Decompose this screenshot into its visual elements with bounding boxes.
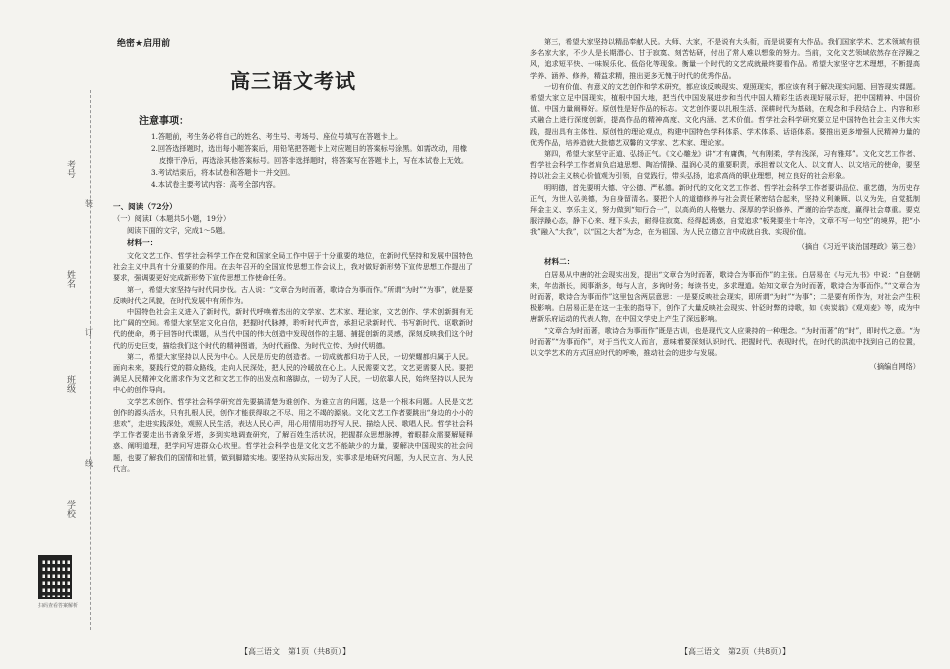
paragraph: 文化文艺工作、哲学社会科学工作在党和国家全局工作中居于十分重要的地位，在新时代坚持和发展中国特色社会主义中具有十分重要的作用。在去年召开的全国宣传思想工作会议上，我对做好新形势下宣传思想工作提出了要求，强调要更好完成新形势下宣传思想工作使命任务。 [113, 251, 473, 283]
source-citation: （摘编自网络） [869, 362, 920, 372]
binding-field-label: 考号 [65, 160, 75, 178]
secret-label: 绝密★启用前 [117, 39, 171, 49]
section-heading: 一、阅读（72分） [113, 202, 177, 211]
source-citation: （摘自《习近平谈治国理政》第三卷） [797, 241, 920, 251]
subsection-heading: （一）阅读Ⅰ（本题共5小题，19分） [113, 214, 231, 223]
binding-mark: 订 [85, 328, 93, 337]
binding-field-label: 班级 [65, 375, 75, 393]
notes-list [113, 131, 473, 191]
paragraph: “文章合为时而著，歌诗合为事而作”既是古训，也是现代文人应秉持的一种理念。“为时而著”的“时”，即时代之意。“为时而著”“为事而作”，对于当代文人而言，意味着要深刻认识时代、把握时代、表现时代，在时代的洪流中找到自己的位置，以文学艺术的方式回应时代的呼唤，推动社会的进步与发展。 [530, 325, 920, 358]
page-2 [530, 36, 920, 646]
binding-mark: 线 [85, 459, 93, 468]
notes-heading: 注意事项： [139, 116, 189, 127]
paragraph: 一切有价值、有意义的文艺创作和学术研究，都应该反映现实、观照现实，都应该有利于解决现实问题、回答现实课题。希望大家立足中国现实，植根中国大地，把当代中国发展进步和当代中国人精彩生活表现好展示好，把中国精神、中国价值、中国力量阐释好。原创性是好作品的标志。文艺创作要以扎根生活、深耕时代为基础，在观念和手段结合上、内容和形式融合上进行深度创新，提高作品的精神高度、文化内涵、艺术价值。哲学社会科学研究要立足中国特色社会主义伟大实践，提出具有主体性、原创性的理论观点，构建中国特色学科体系、学术体系、话语体系。要推出更多增强人民精神力量的优秀作品，培养造就大批德艺双馨的文学家、艺术家、理论家。 [530, 81, 920, 147]
note-item: 1.答题前，考生务必将自己的姓名、考生号、考场号、座位号填写在答题卡上。 [151, 132, 403, 141]
footer-page-2: 【高三语文 第2页（共8页）】 [680, 647, 791, 656]
binding-field-label: 学校 [65, 500, 75, 518]
paragraph: 中国特色社会主义进入了新时代，新时代呼唤着杰出的文学家、艺术家、理论家，文艺创作、学术创新拥有无比广阔的空间。希望大家坚定文化自信，把握时代脉搏，聆听时代声音，承担记录新时代、书写新时代、讴歌新时代的使命，勇于回答时代课题，从当代中国的伟大创造中发现创作的主题、捕捉创新的灵感，深刻反映我们这个时代的历史巨变，描绘我们这个时代的精神图谱，为时代画像、为时代立传、为时代明德。 [113, 307, 473, 350]
binding-margin [0, 0, 112, 669]
paragraph: 明明德，首先要明大德、守公德、严私德。新时代的文化文艺工作者、哲学社会科学工作者要讲品位、重艺德，为历史存正气，为世人弘美德，为自身留清名。要把个人的道德修养与社会责任紧密结合起来，坚持义利兼顾、以义为先，自觉抵制拜金主义、享乐主义，努力做到“知行合一”，以高尚的人格魅力、深厚的学识修养、严谨的治学态度，赢得社会尊重。要克服浮躁心态，静下心来、埋下头去，耐得住寂寞、经得起诱惑，自觉追求“板凳要坐十年冷，文章不写一句空”的境界，把“小我”融入“大我”，以“国之大者”为念，在为祖国、为人民立德立言中成就自我、实现价值。 [530, 182, 920, 237]
binding-field-label: 姓名 [65, 270, 75, 288]
paragraph: 第四，希望大家坚守正道、弘扬正气。《文心雕龙》讲“才有庸儁，气有刚柔，学有浅深，习有雅郑”。文化文艺工作者、哲学社会科学工作者肩负启迪思想、陶冶情操、温润心灵的重要职责，承担着以文化人、以文育人、以文培元的使命，要坚持以社会主义核心价值观为引领，自觉践行，带头弘扬，追求高尚的职业理想，树立良好的社会形象。 [530, 149, 920, 181]
note-item: 4.本试卷主要考试内容：高考全部内容。 [151, 180, 281, 189]
paragraph: 第一，希望大家坚持与时代同步伐。古人说：“文章合为时而著，歌诗合为事而作。”所谓“为时”“为事”，就是要反映时代之风貌，在时代发展中有所作为。 [113, 284, 473, 305]
paragraph: 文学艺术创作、哲学社会科学研究首先要搞清楚为谁创作、为谁立言的问题，这是一个根本问题。人民是文艺创作的源头活水，只有扎根人民，创作才能获得取之不尽、用之不竭的源泉。文化文艺工作者要跳出“身边的小小的悲欢”，走进实践深处，观照人民生活，表达人民心声，用心用情用功抒写人民、描绘人民、歌唱人民。哲学社会科学工作者要走出书斋象牙塔，多到实地调查研究，了解百姓生活状况，把握群众思想脉搏，着眼群众需要解疑释惑、阐明道理，把学问写进群众心坎里。哲学社会科学也是文化文艺不能缺少的力量，要解决中国现实的社会问题，也要了解我们的国情和社情，做到脚踏实地。要坚持从实际出发，实事求是地研究问题，为人民立言、为人民代言。 [113, 396, 473, 473]
binding-mark: 装 [85, 199, 93, 208]
material-2-label: 材料二： [544, 256, 575, 266]
paragraph: 第三，希望大家坚持以精品奉献人民。大师、大家，不是说有大头衔，而是说要有大作品。我们国家学术、艺术领域有很多名家大家，不少人是长期潜心、甘于寂寞、刻苦钻研，付出了常人难以想象的努力。当前，文化文艺领域依然存在浮躁之风，追求短平快、一味娱乐化、低俗化等现象。衡量一个时代的文艺成就最终要看作品。希望大家坚守艺术理想，不断提高学养、涵养、修养，精益求精，推出更多无愧于时代的优秀作品。 [530, 37, 920, 80]
qr-caption: 扫码查看答案解析 [37, 603, 78, 609]
paragraph: 第二，希望大家坚持以人民为中心。人民是历史的创造者。一切成就都归功于人民，一切荣耀都归属于人民。面向未来，要践行党的群众路线，走向人民深处，把人民的冷暖放在心上。人民需要文艺，文艺更需要人民。要把满足人民精神文化需求作为文艺和文艺工作的出发点和落脚点，一切为了人民，一切依靠人民，始终坚持以人民为中心的创作导向。 [113, 351, 473, 395]
footer-page-1: 【高三语文 第1页（共8页）】 [240, 647, 351, 656]
qr-code[interactable] [38, 555, 72, 599]
instruction: 阅读下面的文字，完成1～5题。 [127, 225, 230, 235]
binding-line [90, 90, 91, 630]
note-item: 3.考试结束后，将本试卷和答题卡一并交回。 [151, 168, 295, 177]
note-item: 2.回答选择题时，选出每小题答案后，用铅笔把答题卡上对应题目的答案标号涂黑。如需改动，用橡皮擦干净后，再选涂其他答案标号。回答非选择题时，将答案写在答题卡上，写在本试卷上无效。 [151, 144, 469, 165]
exam-title: 高三语文考试 [230, 69, 356, 93]
material-1-label: 材料一： [127, 238, 158, 247]
paragraph: 白居易从中唐的社会现实出发，提出“文章合为时而著，歌诗合为事而作”的主张。白居易在《与元九书》中说：“自登朝来，年齿渐长，阅事渐多，每与人言，多询时务；每读书史，多求理道。始知文章合为时而著，歌诗合为事而作。”“文章合为时而著，歌诗合为事而作”这里包含两层意思：一是要反映社会现实，即所谓“为时”“为事”；二是要有所作为，对社会产生积极影响。白居易正是在这一主张的指导下，创作了大量反映社会现实、针砭时弊的诗歌，如《卖炭翁》《观刈麦》等，成为中唐新乐府运动的代表人物，在中国文学史上产生了深远影响。 [530, 269, 920, 324]
page-1 [113, 36, 473, 646]
